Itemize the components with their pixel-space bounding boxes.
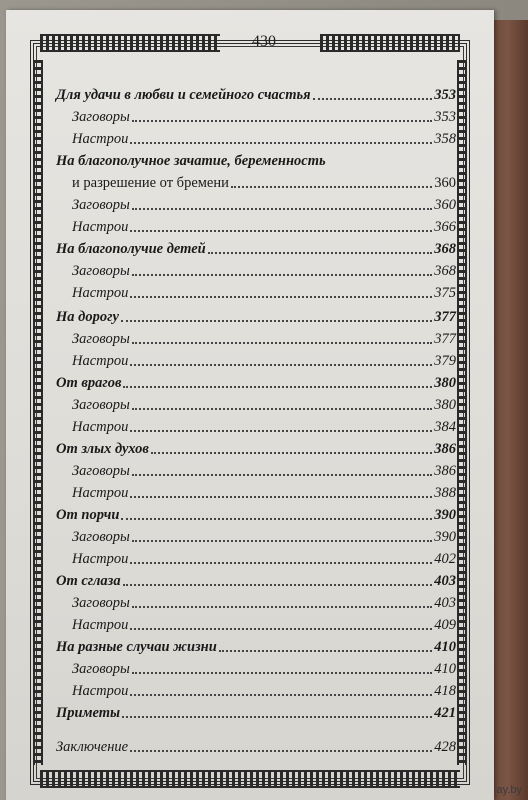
toc-entry-title: Заговоры <box>72 263 130 279</box>
toc-entry-title: На разные случаи жизни <box>56 639 217 655</box>
toc-entry-title: На дорогу <box>56 309 119 325</box>
dot-leader <box>132 474 432 476</box>
toc-entry-title: Настрои <box>72 219 129 235</box>
toc-entry <box>56 634 456 656</box>
dot-leader <box>121 518 432 520</box>
dot-leader <box>132 408 432 410</box>
toc-entry-page: 358 <box>434 131 456 147</box>
toc-entry <box>56 458 456 480</box>
toc-entry-page: 390 <box>434 507 456 523</box>
toc-entry <box>56 480 456 502</box>
dot-leader <box>130 562 432 564</box>
toc-entry-page: 353 <box>434 109 456 125</box>
toc-entry-page: 418 <box>434 683 456 699</box>
toc-entry-page: 428 <box>434 739 456 755</box>
toc-entry <box>56 436 456 458</box>
toc-entry <box>56 700 456 722</box>
toc-entry <box>56 326 456 348</box>
toc-entry-title: Заговоры <box>72 529 130 545</box>
toc-entry-page: 377 <box>434 309 456 325</box>
toc-entry-page: 377 <box>434 331 456 347</box>
dot-leader <box>130 628 432 630</box>
toc-entry <box>56 348 456 370</box>
watermark: ay.by <box>496 784 522 796</box>
toc-entry-page: 380 <box>434 397 456 413</box>
toc-entry-page: 403 <box>434 595 456 611</box>
toc-entry-title: Настрои <box>72 683 129 699</box>
dot-leader <box>130 694 432 696</box>
dot-leader <box>130 750 432 752</box>
dot-leader <box>132 120 432 122</box>
toc-entry <box>56 170 456 192</box>
toc-entry <box>56 126 456 148</box>
toc-entry-page: 409 <box>434 617 456 633</box>
toc-entry-page: 410 <box>434 639 456 655</box>
toc-entry-page: 368 <box>434 241 456 257</box>
toc-entry <box>56 392 456 414</box>
toc-entry-title: Настрои <box>72 485 129 501</box>
toc-entry-page: 421 <box>434 705 456 721</box>
dot-leader <box>130 496 432 498</box>
dot-leader <box>123 386 432 388</box>
toc-entry-title: Заговоры <box>72 197 130 213</box>
toc-entry-title: Для удачи в любви и семейного счастья <box>56 87 311 103</box>
toc-entry <box>56 258 456 280</box>
dot-leader <box>130 430 432 432</box>
toc-entry <box>56 370 456 392</box>
left-ornament <box>33 60 43 765</box>
dot-leader <box>231 186 432 188</box>
toc-entry-page: 368 <box>434 263 456 279</box>
right-ornament <box>457 60 467 765</box>
toc-entry-title: Настрои <box>72 617 129 633</box>
toc-entry <box>56 236 456 258</box>
toc-entry <box>56 214 456 236</box>
toc-entry-title: Заговоры <box>72 397 130 413</box>
toc-entry-page: 410 <box>434 661 456 677</box>
dot-leader <box>123 584 433 586</box>
toc-entry-title: Заключение <box>56 739 129 755</box>
toc-entry-title: От сглаза <box>56 573 121 589</box>
dot-leader <box>132 540 432 542</box>
toc-entry-title: Заговоры <box>72 463 130 479</box>
toc-entry-page: 375 <box>434 285 456 301</box>
toc-entry-page: 402 <box>434 551 456 567</box>
toc-entry <box>56 104 456 126</box>
toc-entry-title: Заговоры <box>72 331 130 347</box>
dot-leader <box>130 296 432 298</box>
toc-entry-title: Заговоры <box>72 661 130 677</box>
dot-leader <box>130 142 432 144</box>
dot-leader <box>132 208 432 210</box>
toc-entry <box>56 546 456 568</box>
toc-entry <box>56 612 456 634</box>
dot-leader <box>132 274 432 276</box>
toc-entry-title: Заговоры <box>72 109 130 125</box>
toc-entry <box>56 192 456 214</box>
toc-entry <box>56 502 456 524</box>
toc-entry-title: На благополучие детей <box>56 241 206 257</box>
toc-entry-page: 360 <box>434 175 456 191</box>
toc-entry <box>56 280 456 302</box>
dot-leader <box>122 716 432 718</box>
dot-leader <box>121 320 432 322</box>
toc-entry <box>56 678 456 700</box>
toc-entry-title: и разрешение от бремени <box>72 175 229 191</box>
bottom-ornament <box>40 770 460 788</box>
toc-entry-title: Настрои <box>72 285 129 301</box>
toc-entry <box>56 148 456 170</box>
toc-entry-title: Приметы <box>56 705 121 721</box>
dot-leader <box>313 98 433 100</box>
dot-leader <box>130 364 432 366</box>
toc-entry-title: Настрои <box>72 131 129 147</box>
toc-entry-page: 403 <box>434 573 456 589</box>
book-cover-edge <box>488 20 528 800</box>
toc-entry-title: Настрои <box>72 353 129 369</box>
toc-entry-page: 388 <box>434 485 456 501</box>
toc-entry <box>56 414 456 436</box>
toc-entry-title: Настрои <box>72 551 129 567</box>
toc-entry-title: От порчи <box>56 507 120 523</box>
dot-leader <box>151 452 432 454</box>
toc-entry-page: 390 <box>434 529 456 545</box>
dot-leader <box>132 342 432 344</box>
toc-entry <box>56 656 456 678</box>
toc-entry-page: 366 <box>434 219 456 235</box>
dot-leader <box>219 650 432 652</box>
toc-entry <box>56 590 456 612</box>
toc-entry-page: 384 <box>434 419 456 435</box>
dot-leader <box>132 672 432 674</box>
toc-entry <box>56 524 456 546</box>
toc-entry-title: На благополучное зачатие, беременность <box>56 153 326 169</box>
toc-entry <box>56 568 456 590</box>
toc-entry-title: От врагов <box>56 375 122 391</box>
toc-entry-page: 360 <box>434 197 456 213</box>
dot-leader <box>130 230 432 232</box>
toc-entry <box>56 734 456 756</box>
toc-entry <box>56 82 456 104</box>
toc-entry-title: От злых духов <box>56 441 149 457</box>
toc-entry-page: 386 <box>434 441 456 457</box>
toc-entry-title: Настрои <box>72 419 129 435</box>
toc-entry-page: 379 <box>434 353 456 369</box>
toc-entry-page: 380 <box>434 375 456 391</box>
toc-entry-page: 386 <box>434 463 456 479</box>
toc-entry-title: Заговоры <box>72 595 130 611</box>
dot-leader <box>132 606 432 608</box>
dot-leader <box>208 252 433 254</box>
toc-entry-page: 353 <box>434 87 456 103</box>
toc-entry <box>56 304 456 326</box>
page-number: 430 <box>252 33 276 50</box>
